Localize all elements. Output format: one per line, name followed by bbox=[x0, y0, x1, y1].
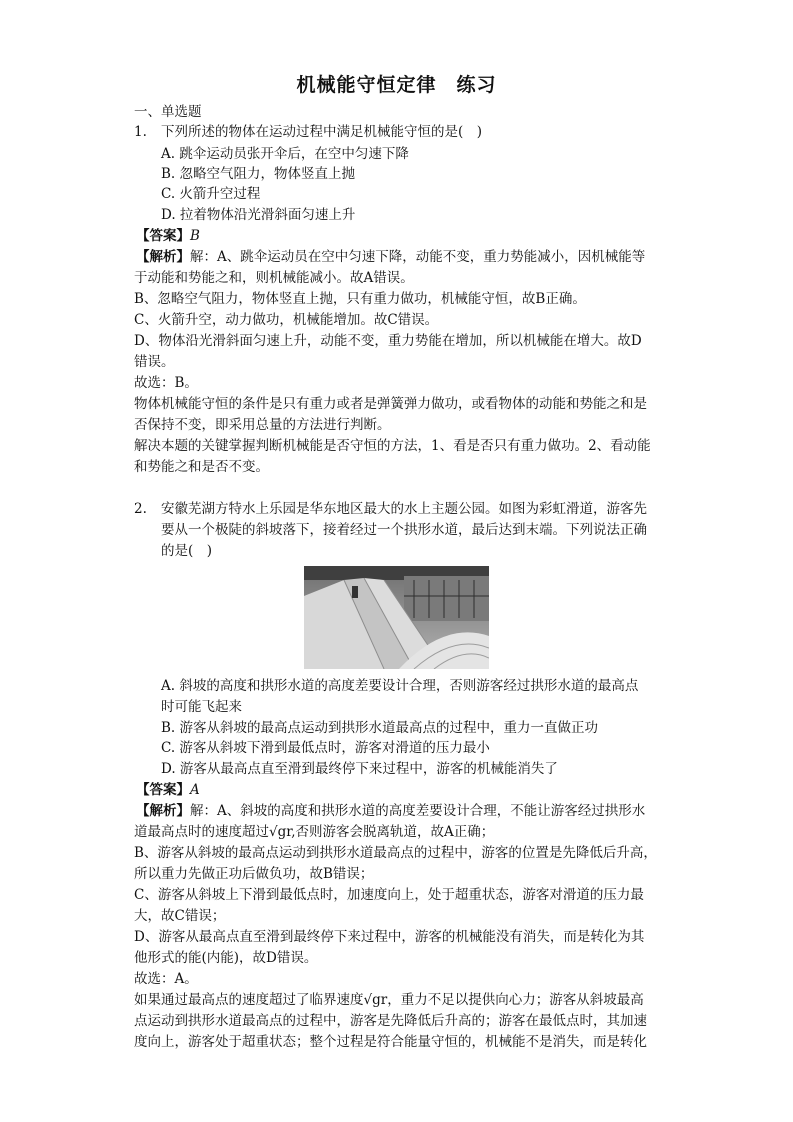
q2-analysis-line: 故选：A。 bbox=[134, 971, 198, 987]
q1-option-c: C. 火箭升空过程 bbox=[161, 186, 261, 202]
q2-analysis-line: C、游客从斜坡上下滑到最低点时，加速度向上，处于超重状态，游客对滑道的压力最 bbox=[134, 887, 644, 903]
q2-analysis-line: D、游客从最高点直至滑到最终停下来过程中，游客的机械能没有消失，而是转化为其 bbox=[134, 929, 645, 945]
q2-analysis-line bbox=[136, 803, 645, 820]
q1-analysis-line: 于动能和势能之和，则机械能减小。故A错误。 bbox=[134, 270, 414, 286]
q1-analysis-line: D、物体沿光滑斜面匀速上升，动能不变，重力势能在增加，所以机械能在增大。故D bbox=[134, 333, 642, 349]
q2-analysis-line: 如果通过最高点的速度超过了临界速度√gr，重力不足以提供向心力；游客从斜坡最高 bbox=[134, 992, 644, 1008]
q2-analysis-line: 大，故C错误； bbox=[134, 908, 226, 924]
q2-option-d: D. 游客从最高点直至滑到最终停下来过程中，游客的机械能消失了 bbox=[161, 761, 558, 777]
q1-analysis-line: 错误。 bbox=[134, 354, 175, 370]
q1-analysis-line: B、忽略空气阻力，物体竖直上抛，只有重力做功，机械能守恒，故B正确。 bbox=[134, 291, 586, 307]
q2-analysis-line: 道最高点时的速度超过√gr,否则游客会脱离轨道，故A正确； bbox=[134, 824, 495, 840]
q1-analysis-label: 【解析】 bbox=[136, 249, 190, 265]
q2-number: 2. bbox=[134, 501, 147, 517]
q2-option-c: C. 游客从斜坡下滑到最低点时，游客对滑道的压力最小 bbox=[161, 740, 490, 756]
q1-analysis-line bbox=[136, 249, 645, 266]
q2-analysis-line: 点运动到拱形水道最高点的过程中，游客是先降低后升高的；游客在最低点时，其加速 bbox=[134, 1013, 647, 1029]
q2-analysis-line: 所以重力先做正功后做负功，故B错误； bbox=[134, 866, 374, 882]
q2-analysis-line: 度向上，游客处于超重状态；整个过程是符合能量守恒的，机械能不是消失，而是转化 bbox=[134, 1034, 647, 1050]
q1-number: 1. bbox=[134, 124, 147, 140]
water-slide-photo-drawing bbox=[304, 566, 489, 669]
q1-analysis-text: 解：A、跳伞运动员在空中匀速下降，动能不变，重力势能减小，因机械能等 bbox=[190, 249, 646, 265]
q1-answer-value: B bbox=[190, 228, 200, 244]
q1-stem: 下列所述的物体在运动过程中满足机械能守恒的是( ) bbox=[161, 124, 483, 140]
q1-analysis-line: 和势能之和是否不变。 bbox=[134, 459, 269, 475]
q2-option-b: B. 游客从斜坡的最高点运动到拱形水道最高点的过程中，重力一直做正功 bbox=[161, 720, 599, 736]
q1-analysis-line: 解决本题的关键掌握判断机械能是否守恒的方法，1、看是否只有重力做功。2、看动能 bbox=[134, 438, 651, 454]
q1-answer bbox=[136, 228, 200, 245]
q2-stem-line: 的是( ) bbox=[161, 543, 213, 559]
q1-option-a: A. 跳伞运动员张开伞后，在空中匀速下降 bbox=[161, 146, 409, 162]
q1-option-d: D. 拉着物体沿光滑斜面匀速上升 bbox=[161, 207, 356, 223]
q2-analysis-line: 他形式的能(内能)，故D错误。 bbox=[134, 950, 318, 966]
q1-analysis-line: C、火箭升空，动力做功，机械能增加。故C错误。 bbox=[134, 312, 439, 328]
q2-answer-value: A bbox=[190, 782, 200, 798]
q2-answer bbox=[136, 782, 200, 799]
q1-answer-label: 【答案】 bbox=[136, 228, 190, 244]
q2-analysis-text: 解：A、斜坡的高度和拱形水道的高度差要设计合理，不能让游客经过拱形水 bbox=[190, 803, 646, 819]
q1-analysis-line: 否保持不变，即采用总量的方法进行判断。 bbox=[134, 417, 391, 433]
q2-option-a-cont: 时可能飞起来 bbox=[161, 699, 242, 715]
q2-option-a: A. 斜坡的高度和拱形水道的高度差要设计合理，否则游客经过拱形水道的最高点 bbox=[161, 678, 639, 694]
water-slide-photo bbox=[304, 566, 489, 669]
q1-analysis-line: 物体机械能守恒的条件是只有重力或者是弹簧弹力做功，或看物体的动能和势能之和是 bbox=[134, 396, 647, 412]
q2-answer-label: 【答案】 bbox=[136, 782, 190, 798]
section-heading: 一、单选题 bbox=[134, 104, 202, 120]
q1-analysis-line: 故选：B。 bbox=[134, 375, 198, 391]
q2-stem-line: 要从一个极陡的斜坡落下，接着经过一个拱形水道，最后达到末端。下列说法正确 bbox=[161, 522, 647, 538]
q2-analysis-line: B、游客从斜坡的最高点运动到拱形水道最高点的过程中，游客的位置是先降低后升高， bbox=[134, 845, 657, 861]
q2-analysis-label: 【解析】 bbox=[136, 803, 190, 819]
page-title: 机械能守恒定律 练习 bbox=[296, 74, 497, 96]
q1-option-b: B. 忽略空气阻力，物体竖直上抛 bbox=[161, 166, 356, 182]
q2-stem-line: 安徽芜湖方特水上乐园是华东地区最大的水上主题公园。如图为彩虹滑道，游客先 bbox=[161, 501, 647, 517]
